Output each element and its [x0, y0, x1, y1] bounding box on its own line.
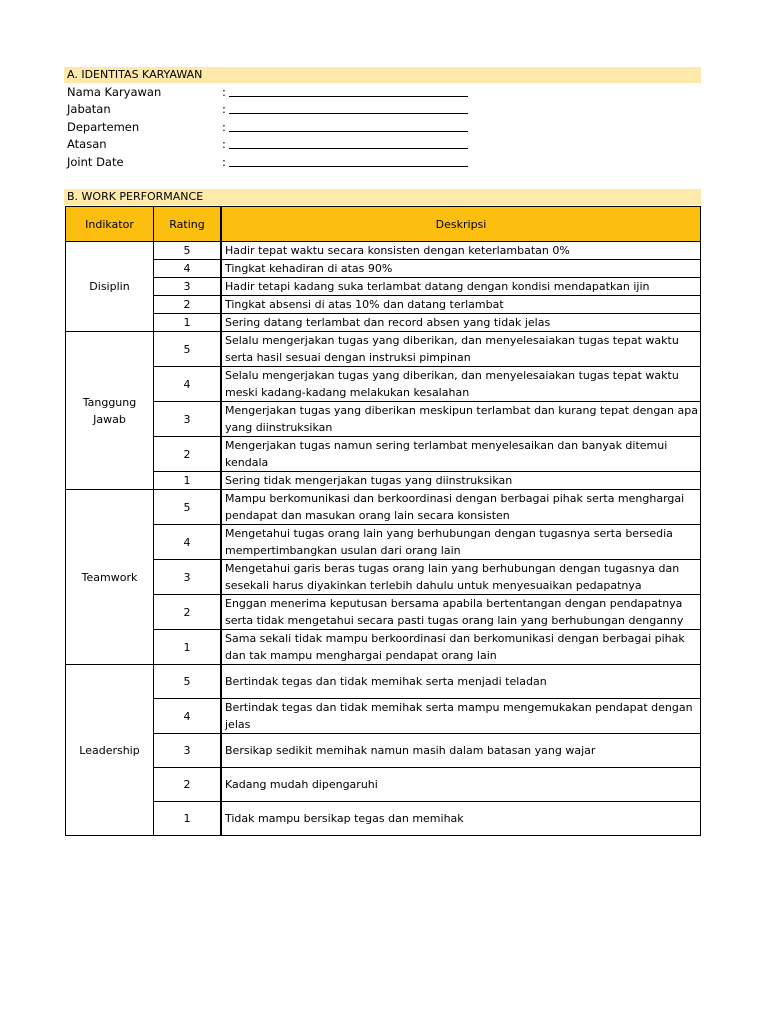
indikator-teamwork: Teamwork: [66, 490, 154, 665]
fill-in-line[interactable]: [229, 131, 468, 132]
description-cell: Sering datang terlambat dan record absen yang tidak jelas: [221, 314, 701, 332]
rating-cell: 2: [154, 768, 222, 802]
header-rating: Rating: [154, 207, 222, 242]
rating-cell: 5: [154, 665, 222, 699]
indikator-tanggung-jawab: Tanggung Jawab: [66, 332, 154, 490]
description-cell: Hadir tepat waktu secara konsisten dengan keterlambatan 0%: [221, 242, 701, 260]
table-row: [66, 595, 701, 630]
description-cell: Enggan menerima keputusan bersama apabila bertentangan dengan pendapatnya serta tidak mengetahui secara pasti tugas orang lain yang berhubungan denganny: [221, 595, 701, 630]
rating-cell: 3: [154, 560, 222, 595]
table-row: [66, 768, 701, 802]
rating-cell: 5: [154, 242, 222, 260]
description-cell: Mengerjakan tugas namun sering terlambat menyelesaikan dan banyak ditemui kendala: [221, 437, 701, 472]
field-colon: :: [222, 102, 226, 116]
table-row: [66, 699, 701, 734]
field-colon: :: [222, 85, 226, 99]
table-row: [66, 437, 701, 472]
field-label: Departemen: [67, 120, 140, 134]
section-a-title: A. IDENTITAS KARYAWAN: [64, 67, 701, 83]
rating-cell: 5: [154, 490, 222, 525]
field-label: Nama Karyawan: [67, 85, 162, 99]
section-b-title: B. WORK PERFORMANCE: [64, 189, 701, 205]
table-row: [66, 734, 701, 768]
table-row: [66, 402, 701, 437]
description-cell: Tidak mampu bersikap tegas dan memihak: [221, 802, 701, 836]
rating-cell: 3: [154, 734, 222, 768]
table-row: [66, 802, 701, 836]
fill-in-line[interactable]: [229, 148, 468, 149]
rating-cell: 5: [154, 332, 222, 367]
description-cell: Bertindak tegas dan tidak memihak serta mampu mengemukakan pendapat dengan jelas: [221, 699, 701, 734]
field-label: Jabatan: [67, 102, 111, 116]
fill-in-line[interactable]: [229, 96, 468, 97]
table-row: [66, 260, 701, 278]
rating-cell: 1: [154, 472, 222, 490]
rating-cell: 1: [154, 314, 222, 332]
rating-cell: 2: [154, 296, 222, 314]
table-row: [66, 367, 701, 402]
field-label: Joint Date: [67, 155, 124, 169]
table-row: [66, 560, 701, 595]
description-cell: Mampu berkomunikasi dan berkoordinasi dengan berbagai pihak serta menghargai pendapat dan masukan orang lain secara konsisten: [221, 490, 701, 525]
description-cell: Kadang mudah dipengaruhi: [221, 768, 701, 802]
table-row: [66, 314, 701, 332]
fill-in-line[interactable]: [229, 113, 468, 114]
table-row: [66, 242, 701, 260]
rating-cell: 4: [154, 260, 222, 278]
description-cell: Mengetahui garis beras tugas orang lain yang berhubungan dengan tugasnya dan sesekali harus diyakinkan terlebih dahulu untuk menyesuaikan pedapatnya: [221, 560, 701, 595]
description-cell: Selalu mengerjakan tugas yang diberikan, dan menyelesaiakan tugas tepat waktu serta hasil sesuai dengan instruksi pimpinan: [221, 332, 701, 367]
table-row: [66, 472, 701, 490]
description-cell: Bertindak tegas dan tidak memihak serta menjadi teladan: [221, 665, 701, 699]
description-cell: Tingkat absensi di atas 10% dan datang terlambat: [221, 296, 701, 314]
table-row: [66, 278, 701, 296]
rating-cell: 1: [154, 802, 222, 836]
description-cell: Tingkat kehadiran di atas 90%: [221, 260, 701, 278]
table-row: [66, 665, 701, 699]
description-cell: Selalu mengerjakan tugas yang diberikan, dan menyelesaiakan tugas tepat waktu meski kadang-kadang melakukan kesalahan: [221, 367, 701, 402]
table-row: [66, 332, 701, 367]
description-cell: Sering tidak mengerjakan tugas yang diinstruksikan: [221, 472, 701, 490]
description-cell: Mengerjakan tugas yang diberikan meskipun terlambat dan kurang tepat dengan apa yang diinstruksikan: [221, 402, 701, 437]
rating-cell: 4: [154, 699, 222, 734]
table-header-row: [66, 207, 701, 242]
field-label: Atasan: [67, 137, 107, 151]
description-cell: Bersikap sedikit memihak namun masih dalam batasan yang wajar: [221, 734, 701, 768]
table-row: [66, 490, 701, 525]
table-row: [66, 630, 701, 665]
rating-cell: 3: [154, 402, 222, 437]
rating-cell: 4: [154, 525, 222, 560]
header-deskripsi: Deskripsi: [221, 207, 701, 242]
table-row: [66, 525, 701, 560]
indikator-leadership: Leadership: [66, 665, 154, 836]
description-cell: Mengetahui tugas orang lain yang berhubungan dengan tugasnya serta bersedia mempertimbangkan usulan dari orang lain: [221, 525, 701, 560]
work-performance-table: [65, 206, 701, 836]
header-indikator: Indikator: [66, 207, 154, 242]
description-cell: Hadir tetapi kadang suka terlambat datang dengan kondisi mendapatkan ijin: [221, 278, 701, 296]
rating-cell: 3: [154, 278, 222, 296]
rating-cell: 1: [154, 630, 222, 665]
rating-cell: 2: [154, 595, 222, 630]
field-colon: :: [222, 120, 226, 134]
table-row: [66, 296, 701, 314]
fill-in-line[interactable]: [229, 166, 468, 167]
description-cell: Sama sekali tidak mampu berkoordinasi dan berkomunikasi dengan berbagai pihak dan tak mampu menghargai pendapat orang lain: [221, 630, 701, 665]
field-colon: :: [222, 137, 226, 151]
field-colon: :: [222, 155, 226, 169]
rating-cell: 2: [154, 437, 222, 472]
indikator-disiplin: Disiplin: [66, 242, 154, 332]
rating-cell: 4: [154, 367, 222, 402]
